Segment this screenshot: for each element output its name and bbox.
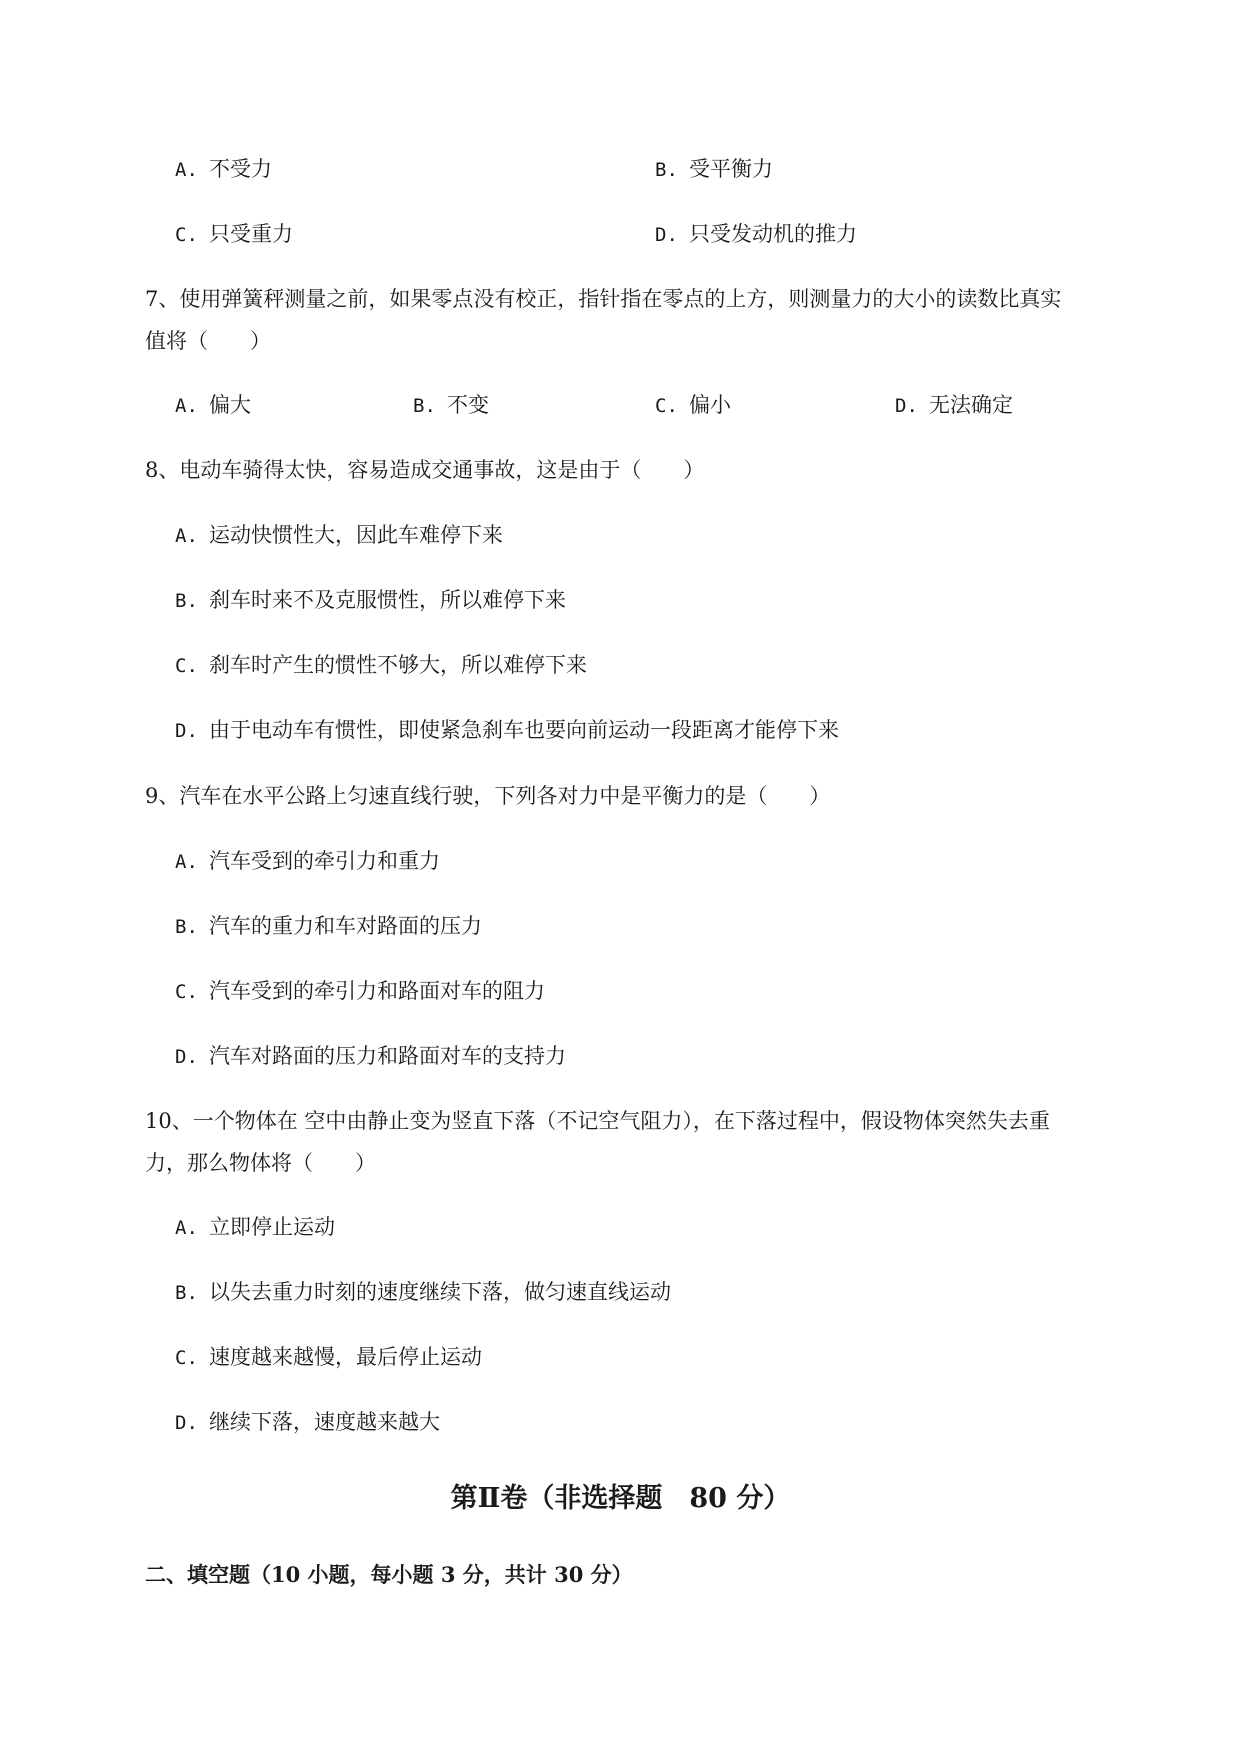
q10-option-c: C. 速度越来越慢，最后停止运动 [175,1345,482,1369]
q9-option-b: B. 汽车的重力和车对路面的压力 [175,914,482,938]
q8-option-a: A. 运动快惯性大，因此车难停下来 [175,523,503,547]
q6-option-b: B. 受平衡力 [655,157,773,181]
q7-stem-line2: 值将（ ） [145,329,271,353]
q10-stem-line2: 力，那么物体将（ ） [145,1151,376,1175]
q9-stem: 9、汽车在水平公路上匀速直线行驶，下列各对力中是平衡力的是（ ） [145,784,831,808]
q8-option-b: B. 刹车时来不及克服惯性，所以难停下来 [175,588,566,612]
q9-option-a: A. 汽车受到的牵引力和重力 [175,849,440,873]
q6-option-c: C. 只受重力 [175,222,293,246]
q9-option-c: C. 汽车受到的牵引力和路面对车的阻力 [175,979,545,1003]
q9-option-d: D. 汽车对路面的压力和路面对车的支持力 [175,1044,566,1068]
q7-option-a: A. 偏大 [175,393,251,417]
q7-option-c: C. 偏小 [655,393,731,417]
q10-option-d: D. 继续下落，速度越来越大 [175,1410,440,1434]
section-title: 第Ⅱ卷（非选择题 80 分） [450,1483,791,1514]
part-heading: 二、填空题（10 小题，每小题 3 分，共计 30 分） [145,1562,633,1587]
q7-stem-line1: 7、使用弹簧秤测量之前，如果零点没有校正，指针指在零点的上方，则测量力的大小的读数比真实 [145,287,1062,311]
q8-option-c: C. 刹车时产生的惯性不够大，所以难停下来 [175,653,587,677]
q10-option-b: B. 以失去重力时刻的速度继续下落，做匀速直线运动 [175,1280,671,1304]
q6-option-d: D. 只受发动机的推力 [655,222,857,246]
q10-stem-line1: 10、一个物体在 空中由静止变为竖直下落（不记空气阻力），在下落过程中，假设物体突然失去重 [145,1109,1050,1133]
q8-option-d: D. 由于电动车有惯性，即使紧急刹车也要向前运动一段距离才能停下来 [175,718,839,742]
q8-stem: 8、电动车骑得太快，容易造成交通事故，这是由于（ ） [145,458,705,482]
q6-option-a: A. 不受力 [175,157,272,181]
q7-option-d: D. 无法确定 [895,393,1013,417]
q10-option-a: A. 立即停止运动 [175,1215,335,1239]
q7-option-b: B. 不变 [413,393,489,417]
